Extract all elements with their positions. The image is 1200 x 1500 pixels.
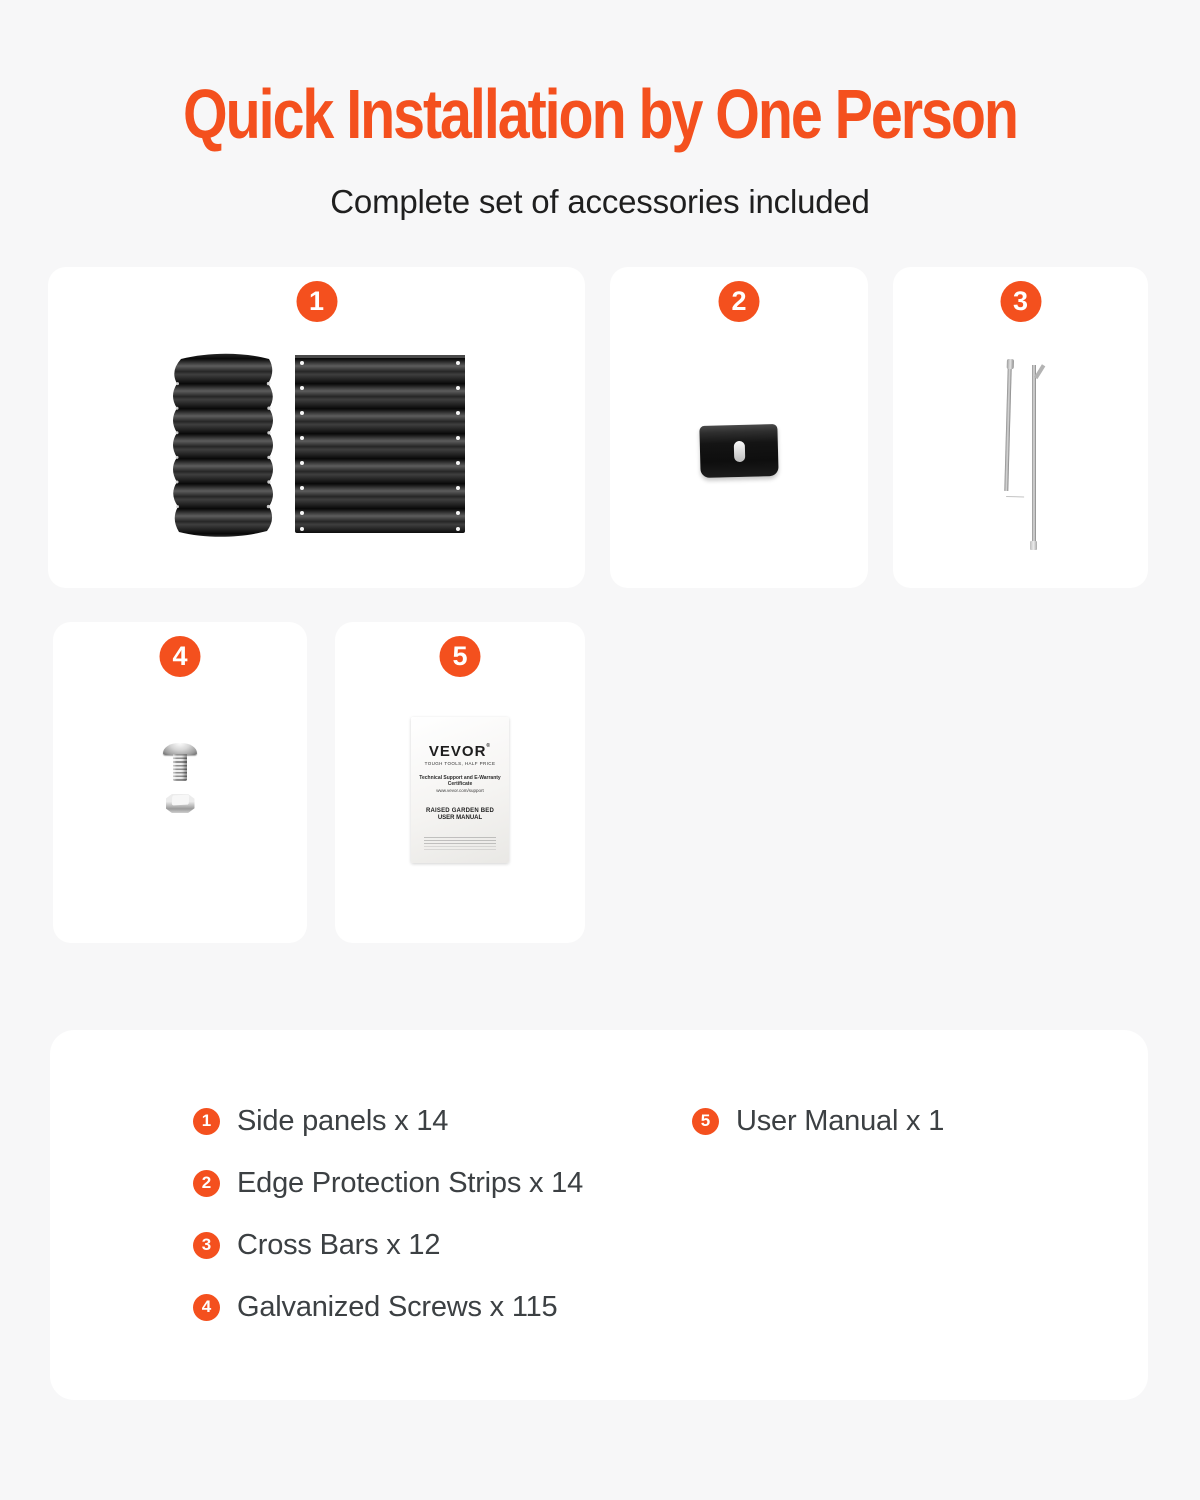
edge-protection-strip-photo xyxy=(700,425,778,477)
parts-legend-card xyxy=(50,1030,1148,1400)
manual-product-line: RAISED GARDEN BED xyxy=(425,808,495,814)
card-side-panels xyxy=(48,267,585,588)
item-1-number: 1 xyxy=(308,286,325,316)
user-manual-photo xyxy=(411,717,509,863)
legend-badge-3: 3 xyxy=(193,1232,220,1259)
legend-badge-2: 2 xyxy=(193,1170,220,1197)
item-4-badge xyxy=(160,636,201,677)
manual-support-url: www.vevor.com/support xyxy=(436,788,484,793)
cross-bar-long xyxy=(1032,365,1036,547)
item-5-badge xyxy=(440,636,481,677)
item-2-number: 2 xyxy=(731,286,747,316)
cross-bars-photo xyxy=(1006,359,1036,555)
legend-label-cross-bars: Cross Bars x 12 xyxy=(237,1228,441,1261)
legend-label-side-panels: Side panels x 14 xyxy=(237,1104,449,1137)
manual-support-line: Technical Support and E-Warranty Certificate xyxy=(419,775,501,787)
legend-item-cross-bars xyxy=(193,1228,583,1262)
legend-badge-5: 5 xyxy=(692,1108,719,1135)
edge-strip-clip xyxy=(699,424,778,478)
vevor-logo: VEVOR® xyxy=(428,743,492,760)
side-panels-illustration xyxy=(167,351,467,539)
galvanized-screw-photo xyxy=(163,743,197,813)
legend-label-user-manual: User Manual x 1 xyxy=(736,1104,945,1137)
card-cross-bars xyxy=(893,267,1148,588)
cross-bar-short xyxy=(1004,367,1011,491)
legend-item-side-panels xyxy=(193,1104,583,1138)
legend-label-edge-protection-strips: Edge Protection Strips x 14 xyxy=(237,1166,584,1199)
card-user-manual xyxy=(335,622,585,943)
item-5-number: 5 xyxy=(452,641,468,671)
card-galvanized-screws xyxy=(53,622,307,943)
item-3-badge xyxy=(1000,281,1041,322)
legend-item-user-manual xyxy=(692,1104,944,1138)
page-title: Quick Installation by One Person xyxy=(183,75,1017,153)
legend-item-edge-protection-strips xyxy=(193,1166,583,1200)
item-1-badge xyxy=(296,281,337,322)
legend-right-column xyxy=(692,1104,944,1138)
item-4-number: 4 xyxy=(172,641,188,671)
manual-doc-line: USER MANUAL xyxy=(437,815,483,821)
manual-tagline: TOUGH TOOLS, HALF PRICE xyxy=(424,761,496,766)
legend-badge-1: 1 xyxy=(193,1108,220,1135)
legend-left-column xyxy=(193,1104,583,1324)
manual-fine-print-lines xyxy=(424,837,496,850)
item-2-badge xyxy=(719,281,760,322)
registered-mark: ® xyxy=(486,743,492,749)
legend-item-galvanized-screws xyxy=(193,1290,583,1324)
hex-nut xyxy=(166,794,195,813)
side-panels-photo xyxy=(167,351,467,544)
card-edge-protection-strip xyxy=(610,267,868,588)
page-subtitle: Complete set of accessories included xyxy=(330,183,870,220)
legend-label-galvanized-screws: Galvanized Screws x 115 xyxy=(237,1290,558,1323)
screw-shaft xyxy=(173,754,187,781)
item-3-number: 3 xyxy=(1012,286,1029,316)
legend-badge-4: 4 xyxy=(193,1294,220,1321)
